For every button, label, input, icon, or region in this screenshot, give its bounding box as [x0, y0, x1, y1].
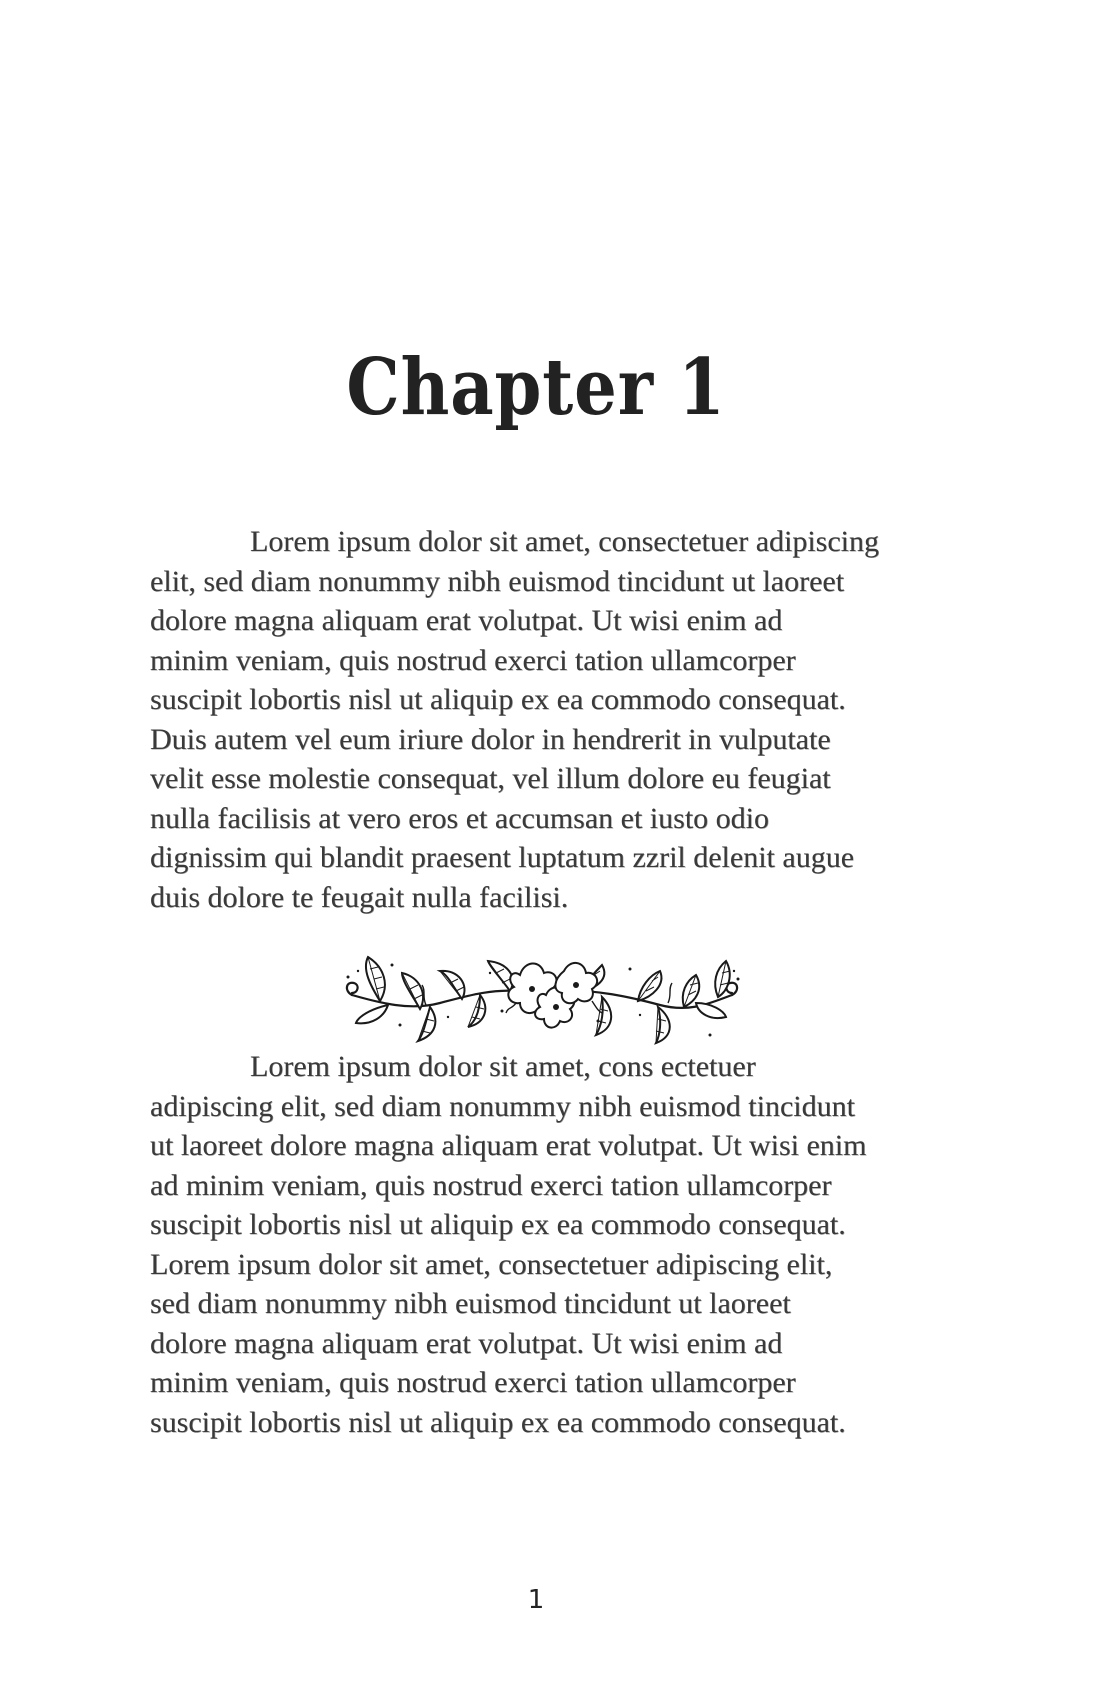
paragraph-line: ad minim veniam, quis nostrud exerci tation ullamcorper — [150, 1168, 832, 1202]
paragraph-line: nulla facilisis at vero eros et accumsan et iusto odio — [150, 801, 769, 835]
paragraph-line: velit esse molestie consequat, vel illum dolore eu feugiat — [150, 762, 831, 795]
paragraph-2 — [150, 1047, 982, 1442]
chapter-title: Chapter 1 — [346, 342, 726, 433]
paragraph-line: sed diam nonummy nibh euismod tincidunt ut laoreet — [150, 1287, 791, 1320]
paragraph-1 — [150, 522, 982, 917]
paragraph-line: elit, sed diam nonummy nibh euismod tincidunt ut laoreet — [150, 564, 845, 598]
page-number: 1 — [527, 1585, 545, 1615]
paragraph-line: Duis autem vel eum iriure dolor in hendrerit in vulputate — [150, 722, 831, 756]
paragraph-line: suscipit lobortis nisl ut aliquip ex ea commodo consequat. — [150, 1405, 846, 1439]
paragraph-line: dolore magna aliquam erat volutpat. Ut wisi enim ad — [150, 604, 783, 637]
floral-vine-divider-icon — [340, 945, 745, 1045]
paragraph-line: Lorem ipsum dolor sit amet, consectetuer adipiscing — [250, 525, 880, 558]
paragraph-line: Lorem ipsum dolor sit amet, cons ectetuer — [250, 1050, 756, 1083]
paragraph-line: suscipit lobortis nisl ut aliquip ex ea commodo consequat. — [150, 683, 846, 716]
paragraph-line: minim veniam, quis nostrud exerci tation ullamcorper — [150, 643, 796, 677]
paragraph-line: suscipit lobortis nisl ut aliquip ex ea commodo consequat. — [150, 1208, 846, 1241]
paragraph-line: dignissim qui blandit praesent luptatum zzril delenit augue — [150, 841, 855, 874]
paragraph-line: duis dolore te feugait nulla facilisi. — [150, 880, 569, 914]
paragraph-line: Lorem ipsum dolor sit amet, consectetuer adipiscing elit, — [150, 1247, 833, 1281]
paragraph-line: adipiscing elit, sed diam nonummy nibh euismod tincidunt — [150, 1089, 855, 1123]
paragraph-line: ut laoreet dolore magna aliquam erat volutpat. Ut wisi enim — [150, 1129, 867, 1162]
paragraph-line: minim veniam, quis nostrud exerci tation ullamcorper — [150, 1366, 796, 1399]
paragraph-line: dolore magna aliquam erat volutpat. Ut wisi enim ad — [150, 1326, 783, 1360]
